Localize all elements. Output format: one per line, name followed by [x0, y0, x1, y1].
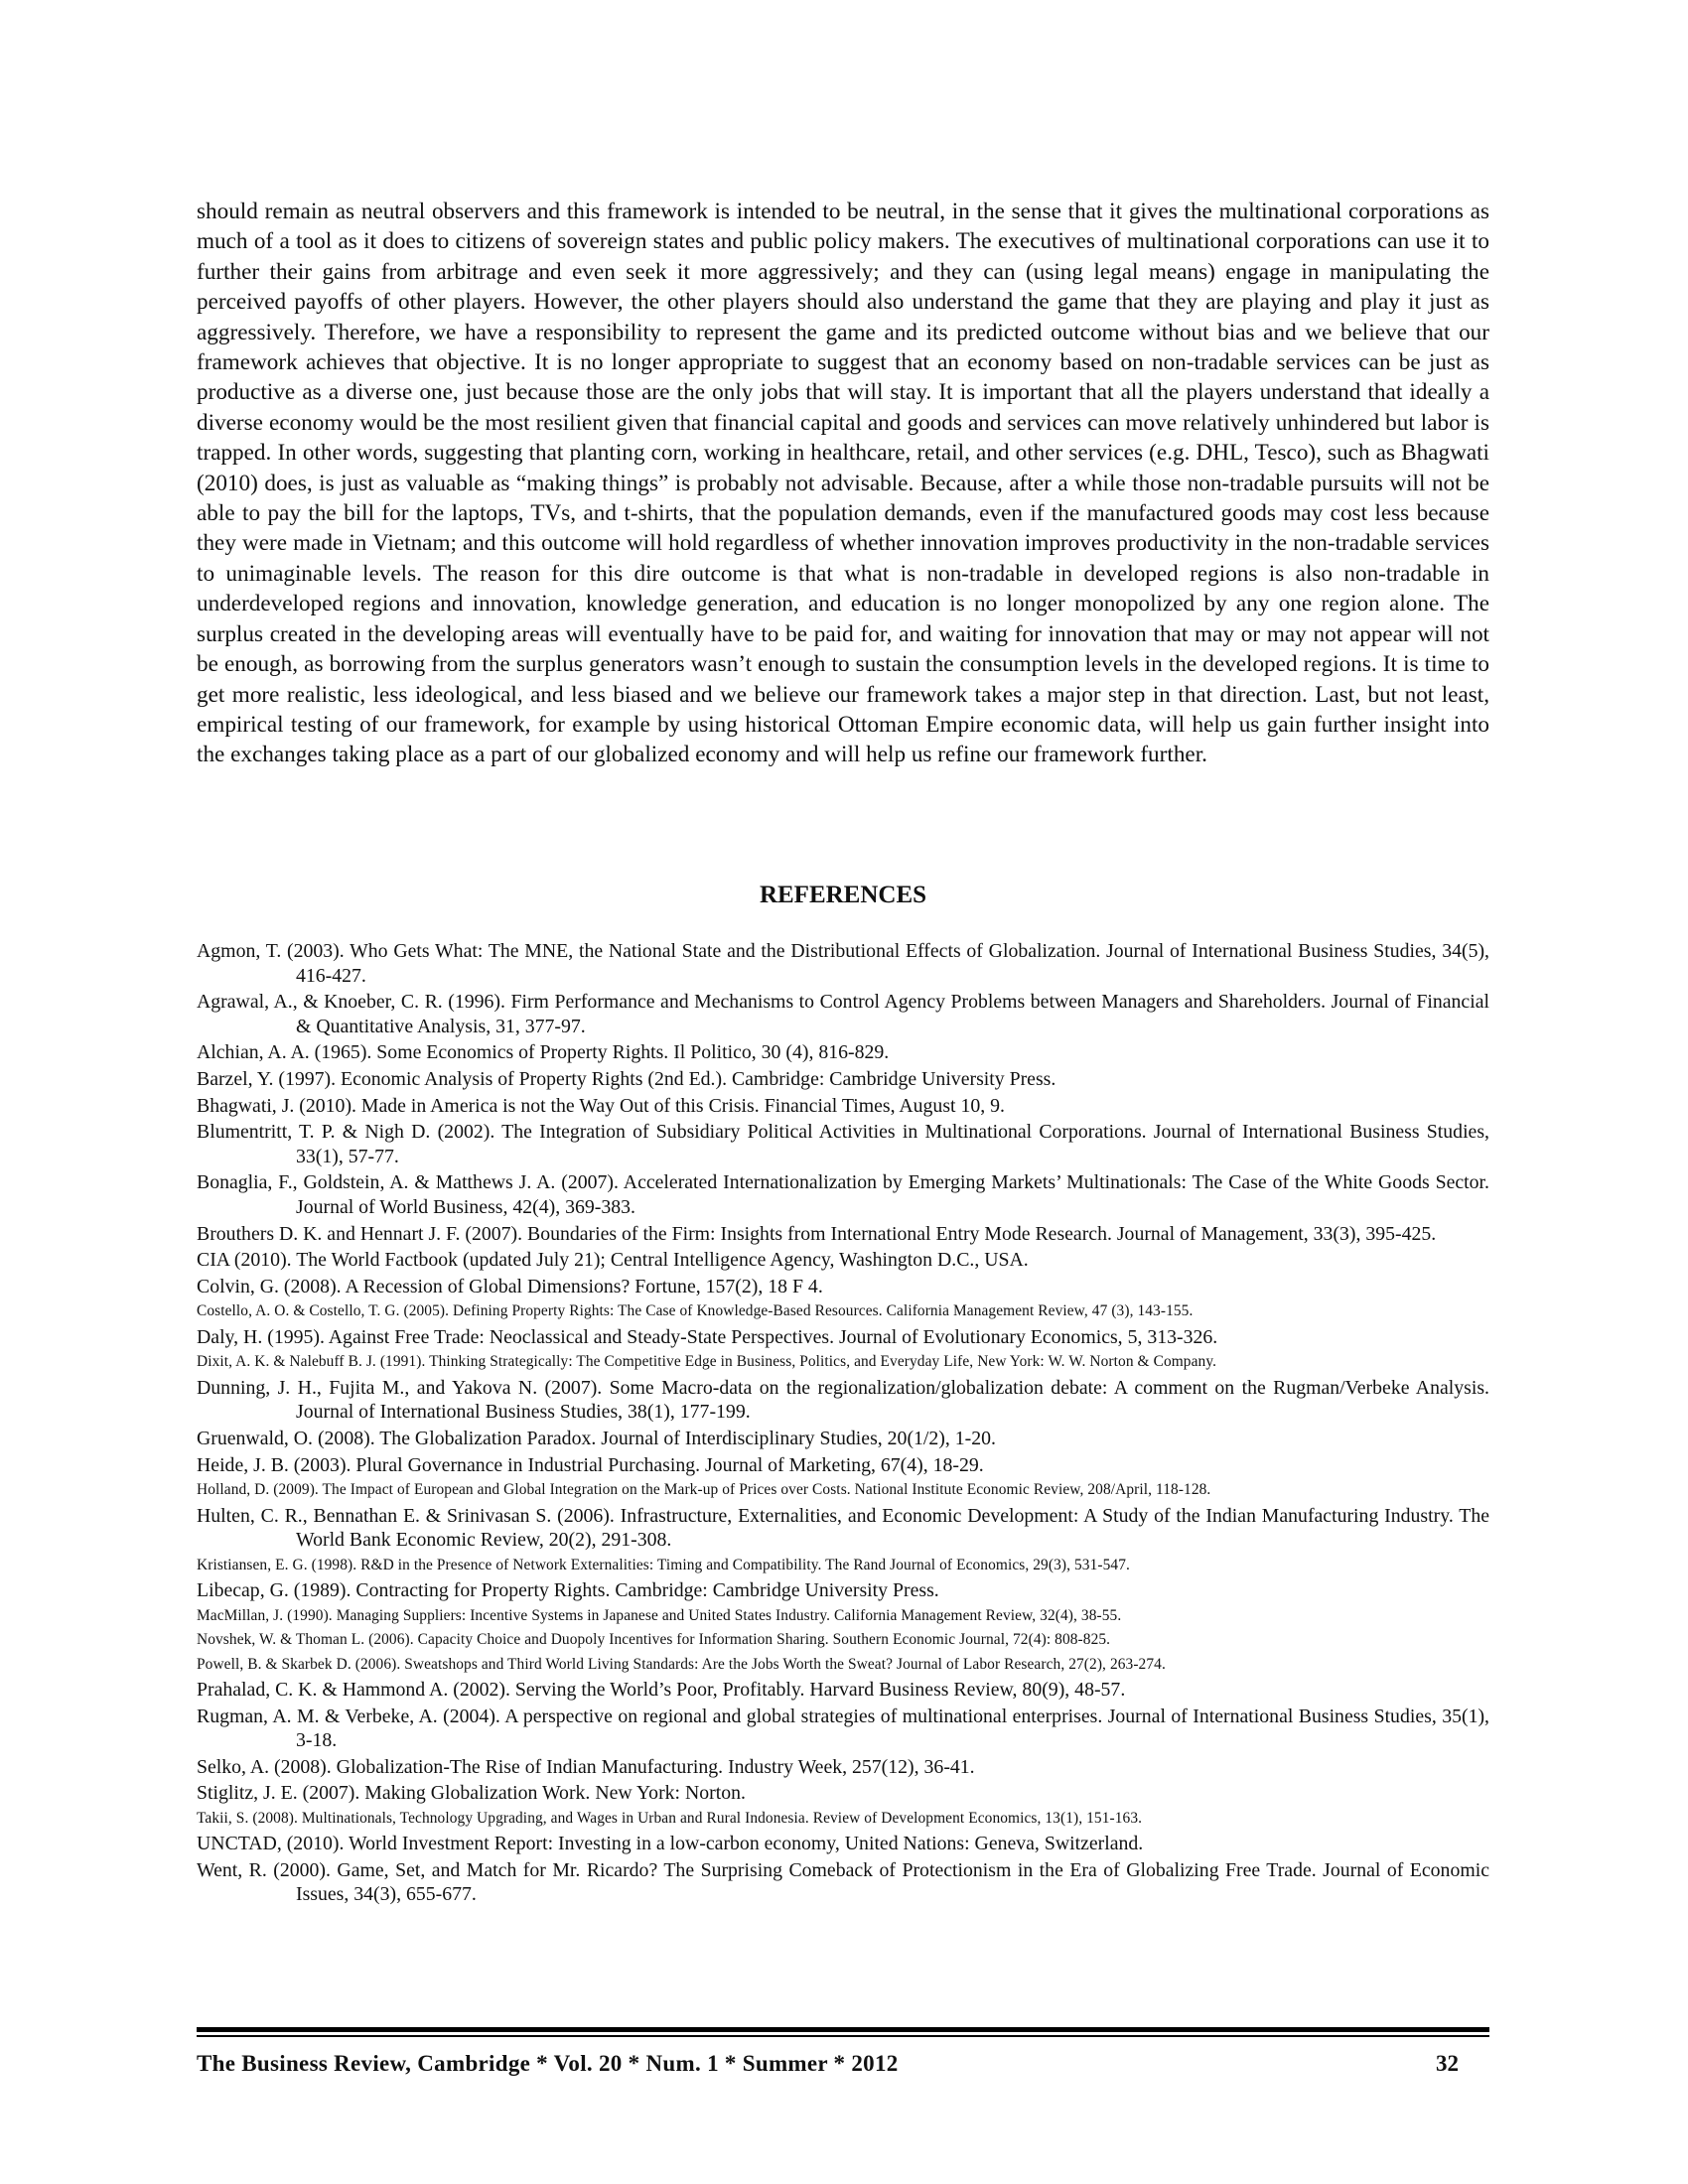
reference-entry: Agmon, T. (2003). Who Gets What: The MNE, the National State and the Distributional Effects of Globalization. Journal of International Business Studies, 34(5), 416-427. [197, 940, 1489, 987]
reference-entry: Prahalad, C. K. & Hammond A. (2002). Serving the World’s Poor, Profitably. Harvard Business Review, 80(9), 48-57. [197, 1678, 1126, 1701]
reference-entry: Alchian, A. A. (1965). Some Economics of Property Rights. Il Politico, 30 (4), 816-829. [197, 1041, 890, 1064]
reference-entry: Heide, J. B. (2003). Plural Governance in Industrial Purchasing. Journal of Marketing, 67(4), 18-29. [197, 1453, 984, 1476]
reference-entry: MacMillan, J. (1990). Managing Suppliers: Incentive Systems in Japanese and United States Industry. California Management Review, 32(4), 38-55. [197, 1606, 1122, 1624]
reference-entry: Daly, H. (1995). Against Free Trade: Neoclassical and Steady-State Perspectives. Journal of Evolutionary Economics, 5, 313-326. [197, 1325, 1218, 1348]
reference-entry: Dixit, A. K. & Nalebuff B. J. (1991). Thinking Strategically: The Competitive Edge in Business, Politics, and Everyday Life, New York: W. W. Norton & Company. [197, 1353, 1217, 1371]
references-list [197, 939, 1489, 1909]
reference-entry: Selko, A. (2008). Globalization-The Rise of Indian Manufacturing. Industry Week, 257(12), 36-41. [197, 1755, 975, 1778]
reference-entry: Kristiansen, E. G. (1998). R&D in the Presence of Network Externalities: Timing and Compatibility. The Rand Journal of Economics, 29(3), 531-547. [197, 1556, 1130, 1573]
reference-entry: Holland, D. (2009). The Impact of European and Global Integration on the Mark-up of Prices over Costs. National Institute Economic Review, 208/April, 118-128. [197, 1481, 1211, 1499]
page-number: 32 [1436, 2051, 1459, 2076]
references-heading: REFERENCES [759, 882, 927, 908]
reference-entry: Libecap, G. (1989). Contracting for Property Rights. Cambridge: Cambridge University Press. [197, 1579, 939, 1602]
body-paragraph: should remain as neutral observers and this framework is intended to be neutral, in the sense that it gives the multinational corporations as much of a tool as it does to citizens of sovereign states and public policy makers. The executives of multinational corporations can use it to further their gains from arbitrage and even seek it more aggressively; and they can (using legal means) engage in manipulating the perceived payoffs of other players. However, the other players should also understand the game that they are playing and play it just as aggressively. Therefore, we have a responsibility to represent the game and its predicted outcome without bias and we believe that our framework achieves that objective. It is no longer appropriate to suggest that an economy based on non-tradable services can be just as productive as a diverse one, just because those are the only jobs that will stay. It is important that all the players understand that ideally a diverse economy would be the most resilient given that financial capital and goods and services can move relatively unhindered but labor is trapped. In other words, suggesting that planting corn, working in healthcare, retail, and other services (e.g. DHL, Tesco), such as Bhagwati (2010) does, is just as valuable as “making things” is probably not advisable. Because, after a while those non-tradable pursuits will not be able to pay the bill for the laptops, TVs, and t-shirts, that the population demands, even if the manufactured goods may cost less because they were made in Vietnam; and this outcome will hold regardless of whether innovation improves productivity in the non-tradable services to unimaginable levels. The reason for this dire outcome is that what is non-tradable in developed regions is also non-tradable in underdeveloped regions and innovation, knowledge generation, and education is no longer monopolized by any one region alone. The surplus created in the developing areas will eventually have to be paid for, and waiting for innovation that may or may not appear will not be enough, as borrowing from the surplus generators wasn’t enough to sustain the consumption levels in the developed regions. It is time to get more realistic, less ideological, and less biased and we believe our framework takes a major step in that direction. Last, but not least, empirical testing of our framework, for example by using historical Ottoman Empire economic data, will help us gain further insight into the exchanges taking place as a part of our globalized economy and will help us refine our framework further. [197, 199, 1489, 768]
reference-entry: Barzel, Y. (1997). Economic Analysis of Property Rights (2nd Ed.). Cambridge: Cambridge University Press. [197, 1067, 1056, 1090]
reference-entry: Costello, A. O. & Costello, T. G. (2005). Defining Property Rights: The Case of Knowledge-Based Resources. California Management Review, 47 (3), 143-155. [197, 1302, 1194, 1320]
footer-rule-thin [197, 2035, 1489, 2037]
reference-entry: CIA (2010). The World Factbook (updated July 21); Central Intelligence Agency, Washington D.C., USA. [197, 1249, 1029, 1272]
reference-entry: Went, R. (2000). Game, Set, and Match for Mr. Ricardo? The Surprising Comeback of Protectionism in the Era of Globalizing Free Trade. Journal of Economic Issues, 34(3), 655-677. [197, 1858, 1489, 1906]
reference-entry: Bhagwati, J. (2010). Made in America is not the Way Out of this Crisis. Financial Times, August 10, 9. [197, 1094, 1005, 1117]
reference-entry: Novshek, W. & Thoman L. (2006). Capacity Choice and Duopoly Incentives for Information Sharing. Southern Economic Journal, 72(4): 808-825. [197, 1631, 1111, 1649]
reference-entry: Brouthers D. K. and Hennart J. F. (2007). Boundaries of the Firm: Insights from International Entry Mode Research. Journal of Management, 33(3), 395-425. [197, 1222, 1437, 1245]
reference-entry: Stiglitz, J. E. (2007). Making Globalization Work. New York: Norton. [197, 1782, 746, 1805]
reference-entry: Takii, S. (2008). Multinationals, Technology Upgrading, and Wages in Urban and Rural Indonesia. Review of Development Economics, 13(1), 151-163. [197, 1809, 1143, 1827]
reference-entry: Bonaglia, F., Goldstein, A. & Matthews J. A. (2007). Accelerated Internationalization by Emerging Markets’ Multinationals: The Case of the White Goods Sector. Journal of World Business, 42(4), 369-383. [197, 1171, 1489, 1218]
reference-entry: Powell, B. & Skarbek D. (2006). Sweatshops and Third World Living Standards: Are the Jobs Worth the Sweat? Journal of Labor Research, 27(2), 263-274. [197, 1655, 1166, 1673]
reference-entry: Gruenwald, O. (2008). The Globalization Paradox. Journal of Interdisciplinary Studies, 20(1/2), 1-20. [197, 1427, 996, 1449]
reference-entry: Dunning, J. H., Fujita M., and Yakova N. (2007). Some Macro-data on the regionalization/globalization debate: A comment on the Rugman/Verbeke Analysis. Journal of International Business Studies, 38(1), 177-199. [197, 1376, 1489, 1424]
reference-entry: Rugman, A. M. & Verbeke, A. (2004). A perspective on regional and global strategies of multinational enterprises. Journal of International Business Studies, 35(1), 3-18. [197, 1705, 1489, 1752]
reference-entry: Colvin, G. (2008). A Recession of Global Dimensions? Fortune, 157(2), 18 F 4. [197, 1275, 823, 1297]
footer-rule-thick [197, 2027, 1489, 2032]
reference-entry: Hulten, C. R., Bennathan E. & Srinivasan S. (2006). Infrastructure, Externalities, and Economic Development: A Study of the Indian Manufacturing Industry. The World Bank Economic Review, 20(2), 291-308. [197, 1504, 1489, 1552]
reference-entry: UNCTAD, (2010). World Investment Report: Investing in a low-carbon economy, United Nations: Geneva, Switzerland. [197, 1833, 1144, 1855]
footer-journal-title: The Business Review, Cambridge * Vol. 20 * Num. 1 * Summer * 2012 [197, 2051, 899, 2076]
reference-entry: Agrawal, A., & Knoeber, C. R. (1996). Firm Performance and Mechanisms to Control Agency Problems between Managers and Shareholders. Journal of Financial & Quantitative Analysis, 31, 377-97. [197, 991, 1489, 1037]
reference-entry: Blumentritt, T. P. & Nigh D. (2002). The Integration of Subsidiary Political Activities in Multinational Corporations. Journal of International Business Studies, 33(1), 57-77. [197, 1121, 1489, 1167]
